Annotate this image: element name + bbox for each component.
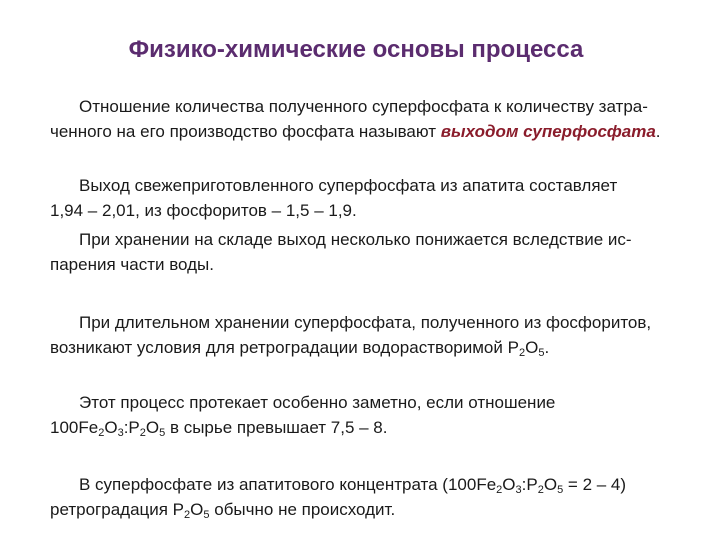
paragraph-line: 1,94 – 2,01, из фосфоритов – 1,5 – 1,9. (50, 201, 357, 220)
paragraph-storage-yield (50, 227, 686, 277)
text-fragment: 100Fe (50, 418, 99, 437)
subscript: 2 (98, 427, 105, 439)
text-fragment: O (502, 475, 516, 494)
text-fragment: O (145, 418, 160, 437)
text-fragment: ченного на его производство фосфата называют (50, 122, 441, 141)
paragraph-line (50, 415, 686, 440)
page-title: Физико-химические основы процесса (128, 36, 584, 63)
subscript: 2 (537, 484, 544, 496)
subscript: 2 (496, 484, 503, 496)
text-fragment: В суперфосфате из апатитового концентрата (100Fe (79, 475, 497, 494)
text-fragment: в сырье превышает 7,5 – 8. (165, 418, 388, 437)
text-fragment: обычно не происходит. (209, 500, 396, 519)
subscript: 3 (117, 427, 124, 439)
paragraph-line (50, 497, 686, 522)
text-fragment: = 2 – 4) (563, 475, 627, 494)
paragraph-apatite-concentrate (50, 472, 686, 522)
text-fragment: :P (521, 475, 538, 494)
subscript: 5 (159, 427, 166, 439)
paragraph-line: При хранении на складе выход несколько понижается вследствие ис- (79, 230, 632, 249)
paragraph-fresh-yield (50, 173, 686, 223)
subscript: 5 (557, 484, 564, 496)
subscript: 5 (538, 347, 545, 359)
text-fragment: ретроградация P (50, 500, 185, 519)
text-fragment: . (544, 338, 550, 357)
paragraph-ratio-condition (50, 390, 686, 440)
paragraph-yield-definition (50, 94, 686, 144)
subscript: 2 (518, 347, 526, 359)
highlighted-term: выходом суперфосфата (440, 122, 656, 141)
paragraph-line (50, 119, 686, 144)
paragraph-line: Отношение количества полученного суперфосфата к количеству затра- (79, 97, 648, 116)
paragraph-retrogradation-conditions (50, 310, 686, 360)
subscript: 2 (184, 509, 191, 521)
text-fragment: O (104, 418, 118, 437)
subscript: 3 (515, 484, 522, 496)
text-fragment: O (525, 338, 539, 357)
text-fragment: :P (123, 418, 140, 437)
subscript: 5 (203, 509, 210, 521)
paragraph-line: Выход свежеприготовленного суперфосфата из апатита составляет (79, 176, 618, 195)
paragraph-line: Этот процесс протекает особенно заметно, если отношение (79, 393, 556, 412)
text-fragment: . (655, 122, 661, 141)
paragraph-line (50, 335, 686, 360)
text-fragment: O (190, 500, 204, 519)
paragraph-line: При длительном хранении суперфосфата, полученного из фосфоритов, (79, 313, 652, 332)
text-fragment: возникают условия для ретроградации водорастворимой P (50, 338, 519, 357)
subscript: 2 (139, 427, 146, 439)
paragraph-line (50, 472, 686, 497)
text-fragment: O (543, 475, 558, 494)
paragraph-line: парения части воды. (50, 255, 214, 274)
